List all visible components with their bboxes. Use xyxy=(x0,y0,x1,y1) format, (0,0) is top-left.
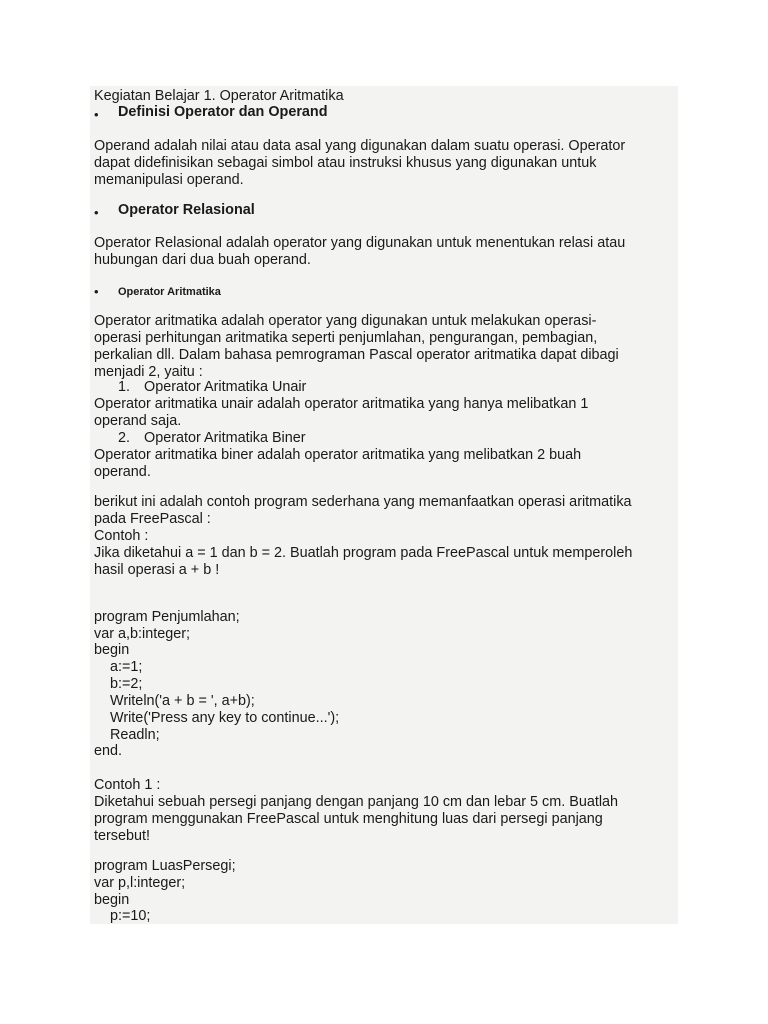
paragraph-line: Operator aritmatika unair adalah operator aritmatika yang hanya melibatkan 1 xyxy=(94,396,589,412)
code-line: program Penjumlahan; xyxy=(94,609,240,625)
code-line: a:=1; xyxy=(110,659,143,675)
paragraph-line: operand saja. xyxy=(94,413,182,429)
bullet-icon: • xyxy=(94,205,99,220)
code-line: program LuasPersegi; xyxy=(94,858,236,874)
document-page xyxy=(90,86,678,924)
paragraph-line: berikut ini adalah contoh program sederhana yang memanfaatkan operasi aritmatika xyxy=(94,494,632,510)
paragraph-line: memanipulasi operand. xyxy=(94,172,244,188)
bullet-icon: • xyxy=(94,284,99,299)
paragraph-line: tersebut! xyxy=(94,828,150,844)
code-line: b:=2; xyxy=(110,676,143,692)
code-line: begin xyxy=(94,892,130,908)
code-line: var a,b:integer; xyxy=(94,626,190,642)
list-number: 1. xyxy=(118,379,131,395)
paragraph-line: hubungan dari dua buah operand. xyxy=(94,252,311,268)
list-item-label: Operator Aritmatika Biner xyxy=(144,430,306,446)
heading-definisi: Definisi Operator dan Operand xyxy=(118,104,328,120)
paragraph-line: dapat didefinisikan sebagai simbol atau instruksi khusus yang digunakan untuk xyxy=(94,155,597,171)
paragraph-line: Operand adalah nilai atau data asal yang digunakan dalam suatu operasi. Operator xyxy=(94,138,626,154)
list-number: 2. xyxy=(118,430,131,446)
paragraph-line: operand. xyxy=(94,464,151,480)
paragraph-line: operasi perhitungan aritmatika seperti penjumlahan, pengurangan, pembagian, xyxy=(94,330,598,346)
paragraph-line: Jika diketahui a = 1 dan b = 2. Buatlah program pada FreePascal untuk memperoleh xyxy=(94,545,633,561)
code-line: Write('Press any key to continue...'); xyxy=(110,710,340,726)
bullet-icon: • xyxy=(94,107,99,122)
paragraph-line: pada FreePascal : xyxy=(94,511,211,527)
code-line: var p,l:integer; xyxy=(94,875,186,891)
list-item-label: Operator Aritmatika Unair xyxy=(144,379,307,395)
heading-operator-aritmatika: Operator Aritmatika xyxy=(118,286,221,298)
code-line: begin xyxy=(94,642,130,658)
paragraph-line: Operator aritmatika adalah operator yang digunakan untuk melakukan operasi- xyxy=(94,313,597,329)
heading-operator-relasional: Operator Relasional xyxy=(118,202,255,218)
paragraph-line: Contoh : xyxy=(94,528,149,544)
code-line: Readln; xyxy=(110,727,160,743)
paragraph-line: Diketahui sebuah persegi panjang dengan panjang 10 cm dan lebar 5 cm. Buatlah xyxy=(94,794,619,810)
paragraph-line: program menggunakan FreePascal untuk menghitung luas dari persegi panjang xyxy=(94,811,603,827)
paragraph-line: menjadi 2, yaitu : xyxy=(94,364,203,380)
code-line: end. xyxy=(94,743,123,759)
paragraph-line: Operator Relasional adalah operator yang digunakan untuk menentukan relasi atau xyxy=(94,235,626,251)
paragraph-line: Operator aritmatika biner adalah operator aritmatika yang melibatkan 2 buah xyxy=(94,447,582,463)
code-line: Writeln('a + b = ', a+b); xyxy=(110,693,255,709)
document-title: Kegiatan Belajar 1. Operator Aritmatika xyxy=(94,88,344,104)
paragraph-line: perkalian dll. Dalam bahasa pemrograman Pascal operator aritmatika dapat dibagi xyxy=(94,347,619,363)
code-line: p:=10; xyxy=(110,908,151,924)
paragraph-line: hasil operasi a + b ! xyxy=(94,562,220,578)
paragraph-line: Contoh 1 : xyxy=(94,777,161,793)
